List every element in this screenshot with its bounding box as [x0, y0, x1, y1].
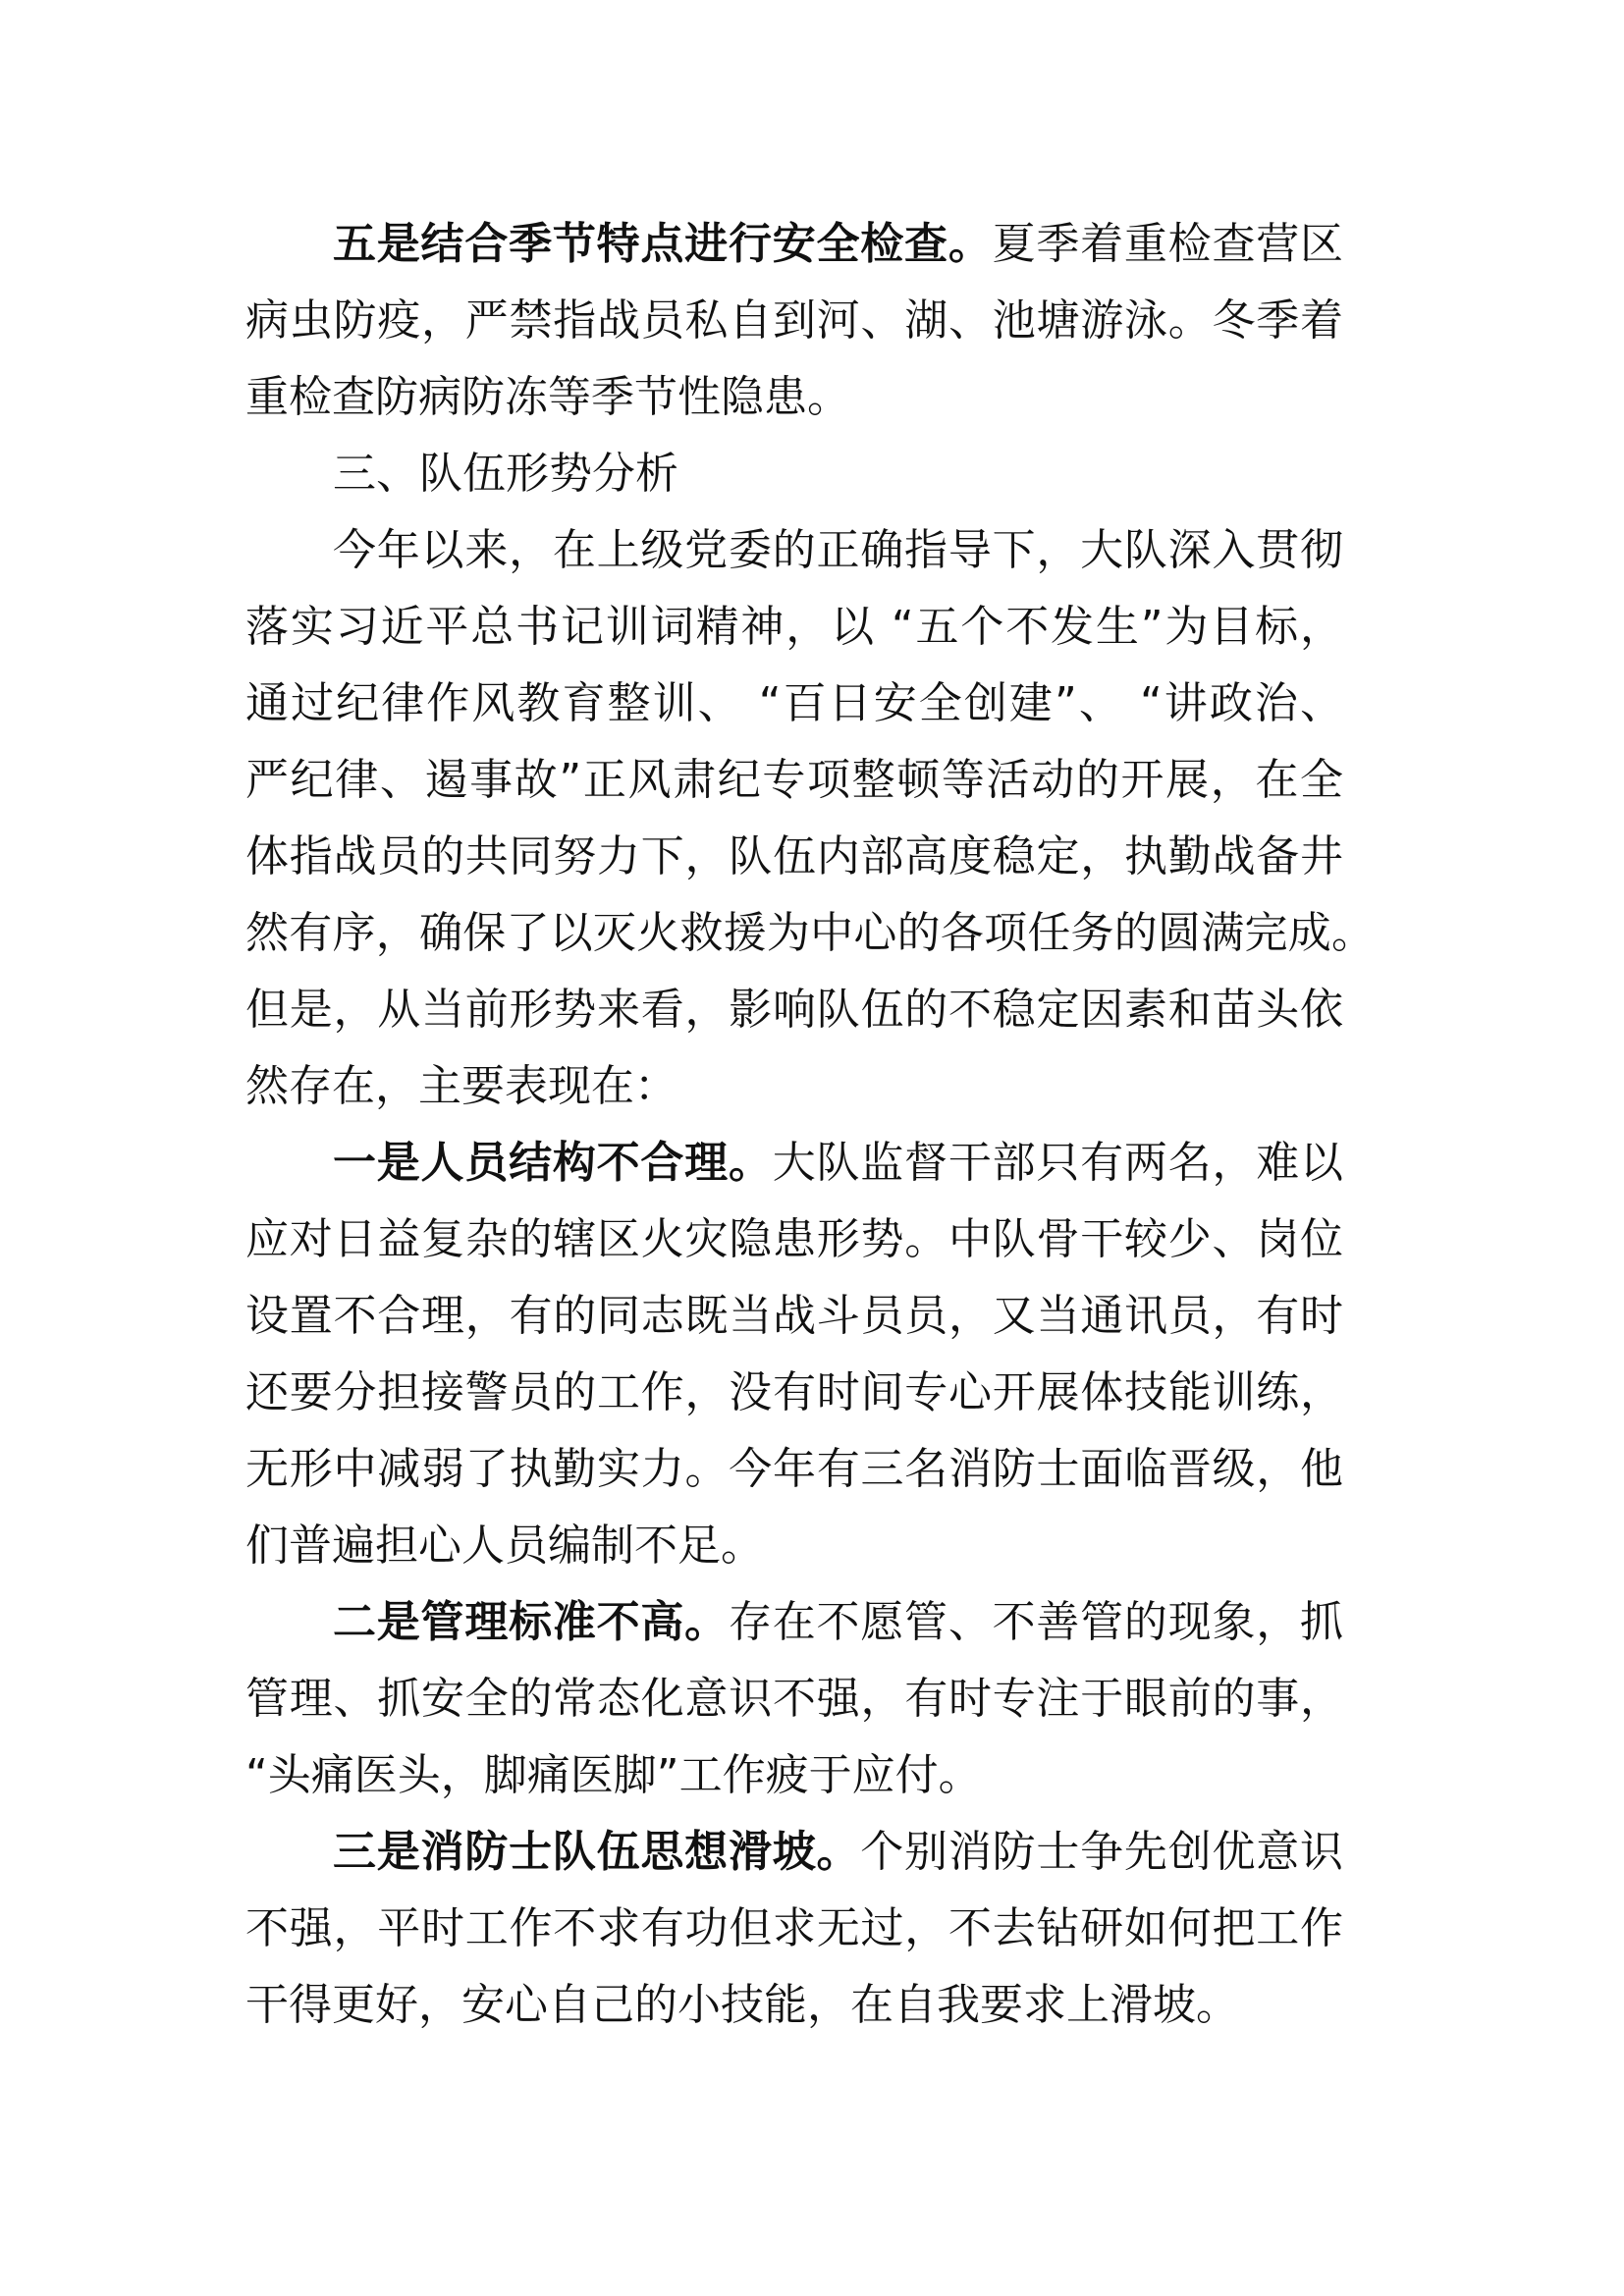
text-line: [333, 521, 1343, 580]
line-text: 夏季着重检查营区: [992, 219, 1344, 269]
text-line: [245, 1287, 1343, 1346]
line-text: 设置不合理，有的同志既当战斗员员，又当通讯员，有时: [245, 1291, 1343, 1341]
text-line: [245, 1976, 1343, 2035]
bold-lead: 三是消防士队伍思想滑坡。: [333, 1827, 861, 1877]
text-line: [333, 1823, 1343, 1882]
line-text: 们普遍担心人员编制不足。: [245, 1521, 764, 1571]
line-text: 个别消防士争先创优意识: [860, 1827, 1344, 1877]
text-line: [333, 1593, 1343, 1652]
text-line: [245, 1440, 1343, 1499]
bold-lead: 一是人员结构不合理。: [333, 1138, 773, 1188]
line-text: 但是，从当前形势来看，影响队伍的不稳定因素和苗头依: [245, 985, 1343, 1035]
line-text: 大队监督干部只有两名，难以: [772, 1138, 1344, 1188]
bold-lead: 二是管理标准不高。: [333, 1597, 729, 1647]
line-text: 存在不愿管、不善管的现象，抓: [728, 1597, 1344, 1647]
line-text: 落实习近平总书记训词精神，以 “五个不发生”为目标，: [245, 602, 1343, 652]
line-text: 然有序，确保了以灭火救援为中心的各项任务的圆满完成。: [245, 908, 1375, 958]
text-line: [245, 828, 1343, 886]
text-line: [245, 1899, 1343, 1958]
text-line: [245, 981, 1343, 1040]
line-text: 通过纪律作风教育整训、 “百日安全创建”、 “讲政治、: [245, 678, 1343, 728]
text-line: [333, 215, 1343, 274]
line-text: 病虫防疫，严禁指战员私自到河、湖、池塘游泳。冬季着: [245, 295, 1343, 346]
text-line: [245, 1363, 1343, 1422]
text-line: [245, 1517, 1343, 1575]
text-line: [245, 598, 1343, 657]
line-text: 干得更好，安心自己的小技能，在自我要求上滑坡。: [245, 1980, 1239, 2030]
text-line: [333, 1134, 1343, 1193]
line-text: 三、队伍形势分析: [333, 449, 678, 499]
text-line: [245, 751, 1343, 810]
line-text: 应对日益复杂的辖区火灾隐患形势。中队骨干较少、岗位: [245, 1214, 1343, 1264]
line-text: 体指战员的共同努力下，队伍内部高度稳定，执勤战备井: [245, 831, 1343, 881]
text-line: [245, 674, 1343, 733]
text-line: [245, 368, 1343, 427]
line-text: 管理、抓安全的常态化意识不强，有时专注于眼前的事，: [245, 1674, 1343, 1724]
line-text: 严纪律、遏事故”正风肃纪专项整顿等活动的开展，在全: [245, 755, 1343, 805]
text-line: [245, 1057, 1343, 1116]
line-text: 还要分担接警员的工作，没有时间专心开展体技能训练，: [245, 1367, 1343, 1417]
line-text: 今年以来，在上级党委的正确指导下，大队深入贯彻: [333, 525, 1343, 575]
line-text: 重检查防病防冻等季节性隐患。: [245, 372, 850, 422]
line-text: “头痛医头，脚痛医脚”工作疲于应付。: [245, 1750, 982, 1800]
line-text: 然存在，主要表现在：: [245, 1061, 677, 1111]
text-line: [245, 1670, 1343, 1729]
line-text: 不强，平时工作不求有功但求无过，不去钻研如何把工作: [245, 1903, 1343, 1953]
text-line: [245, 904, 1375, 963]
text-line: [245, 1746, 1343, 1805]
line-text: 无形中减弱了执勤实力。今年有三名消防士面临晋级，他: [245, 1444, 1343, 1494]
bold-lead: 五是结合季节特点进行安全检查。: [333, 219, 993, 269]
section-heading: [333, 445, 1343, 504]
text-line: [245, 292, 1343, 350]
text-line: [245, 1210, 1343, 1269]
